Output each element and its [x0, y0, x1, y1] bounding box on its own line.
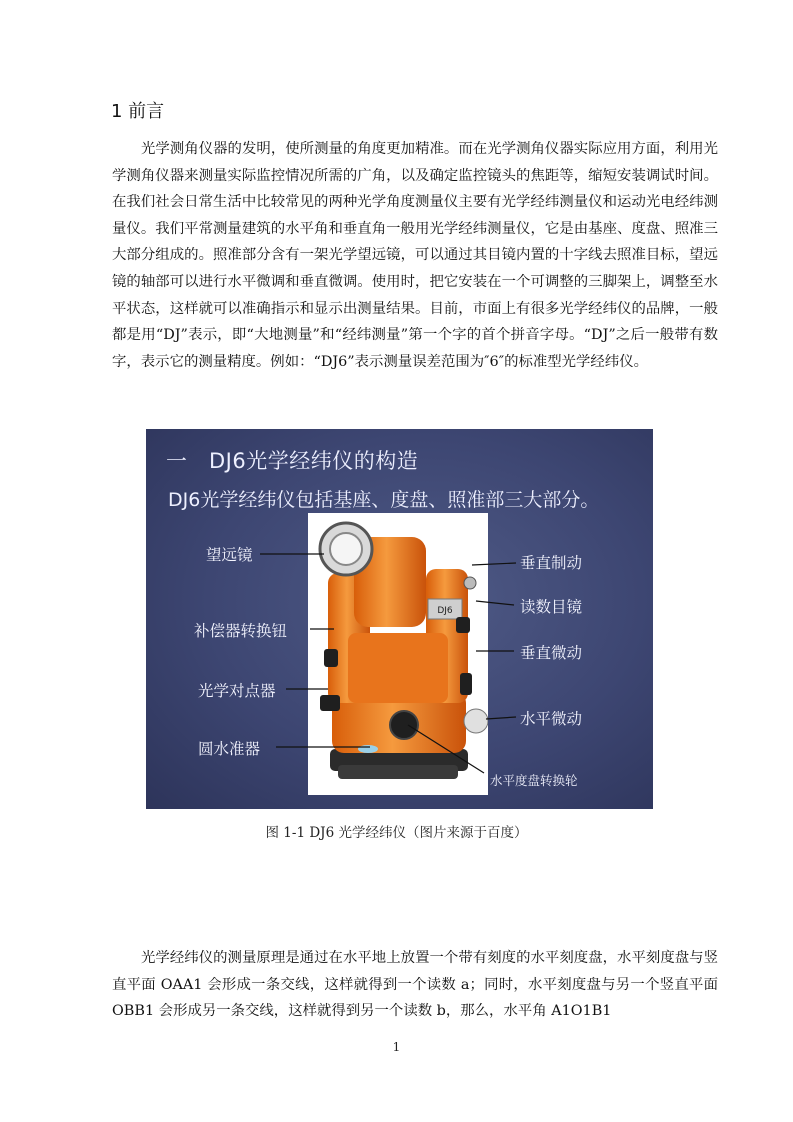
label-horizontal-tangent: 水平微动: [520, 710, 583, 728]
model-badge: DJ6: [437, 606, 453, 616]
section-heading: 1 前言: [111, 101, 165, 122]
label-vertical-tangent: 垂直微动: [520, 644, 583, 662]
figure-caption: 图 1-1 DJ6 光学经纬仪（图片来源于百度）: [265, 825, 528, 841]
circle-changer-leader: [408, 725, 484, 773]
vertical-clamp-leader: [472, 563, 516, 565]
page-number: 1: [392, 1040, 401, 1054]
label-compensator: 补偿器转换钮: [194, 622, 288, 640]
principle-paragraph: 光学经纬仪的测量原理是通过在水平地上放置一个带有刻度的水平刻度盘，水平刻度盘与竖直平面 OAA1 会形成一条交线，这样就得到一个读数 a；同时，水平刻度盘与另一个竖直平面 OBB1 会形成另一条交线，这样就得到另一个读数 b，那么，水平角 A1O1B1: [112, 950, 718, 1020]
label-telescope: 望远镜: [206, 546, 253, 564]
label-reading-eyepiece: 读数目镜: [520, 598, 583, 616]
label-horizontal-circle-changer: 水平度盘转换轮: [490, 773, 578, 788]
reading-eyepiece-leader: [476, 601, 514, 605]
figure-subtitle: DJ6光学经纬仪包括基座、度盘、照准部三大部分。: [168, 489, 600, 511]
intro-paragraph: 光学测角仪器的发明，使所测量的角度更加精准。而在光学测角仪器实际应用方面，利用光学测角仪器来测量实际监控情况所需的广角，以及确定监控镜头的焦距等，缩短安装调试时间。在我们社会日常生活中比较常见的两种光学角度测量仪主要有光学经纬测量仪和运动光电经纬测量仪。我们平常测量建筑的水平角和垂直角一般用光学经纬测量仪，它是由基座、度盘、照准三大部分组成的。照准部分含有一架光学望远镜，可以通过其目镜内置的十字线去照准目标，望远镜的轴部可以进行水平微调和垂直微调。使用时，把它安装在一个可调整的三脚架上，调整至水平状态，这样就可以准确指示和显示出测量结果。目前，市面上有很多光学经纬仪的品牌，一般都是用“DJ”表示，即“大地测量”和“经纬测量”第一个字的首个拼音字母。“DJ”之后一般带有数字，表示它的测量精度。例如：“DJ6”表示测量误差范围为″6″的标准型光学经纬仪。: [112, 141, 718, 370]
horizontal-tangent-leader: [486, 717, 516, 719]
label-circular-level: 圆水准器: [198, 740, 261, 758]
figure-title: 一 DJ6光学经纬仪的构造: [166, 449, 419, 473]
theodolite-figure: [146, 429, 653, 809]
label-vertical-clamp: 垂直制动: [520, 554, 583, 572]
label-optical-plummet: 光学对点器: [198, 682, 276, 700]
